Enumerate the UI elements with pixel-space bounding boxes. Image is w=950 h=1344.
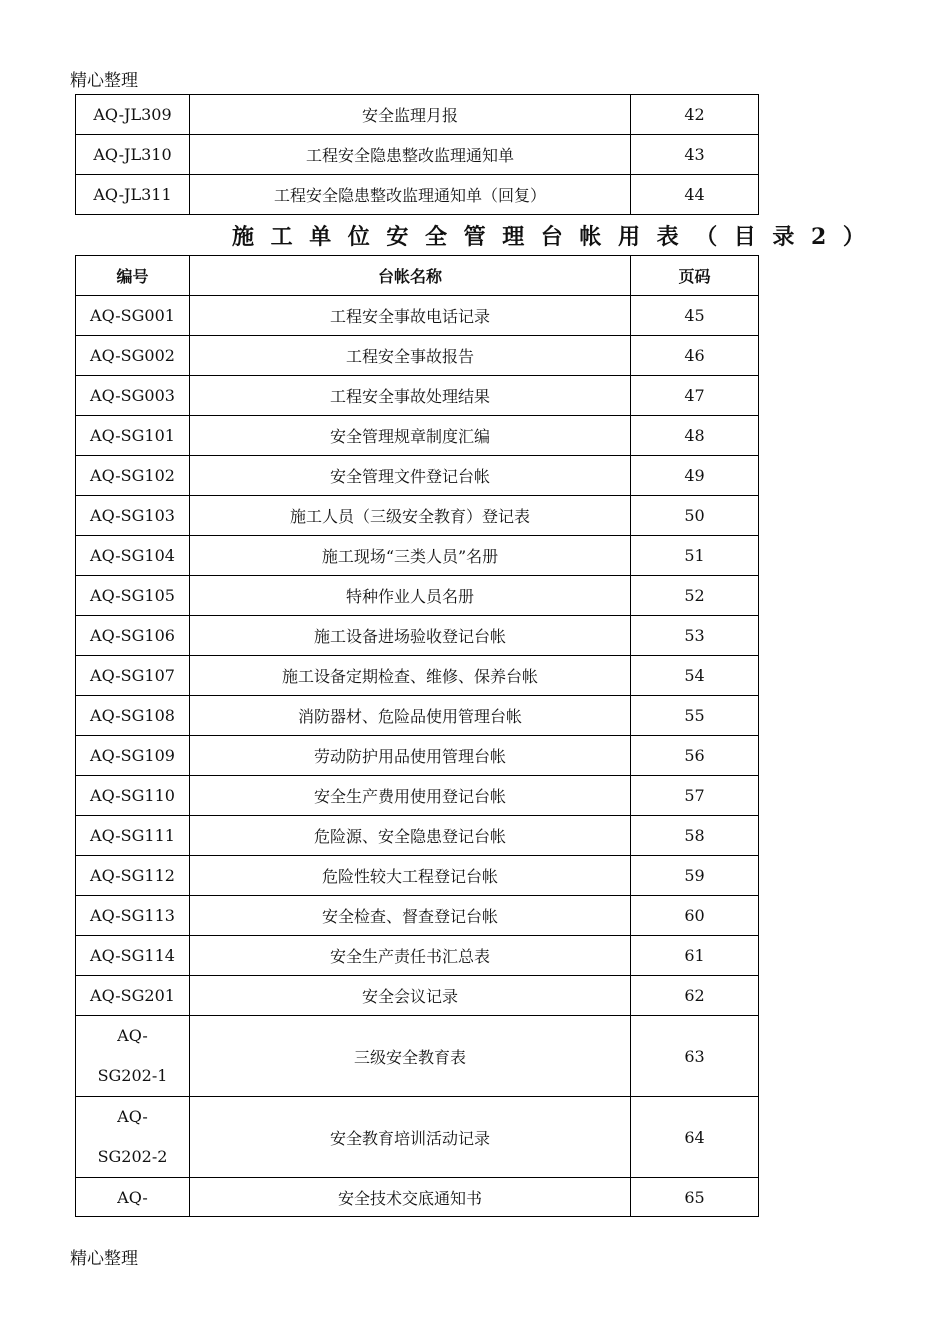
row-name: 工程安全隐患整改监理通知单（回复） [190,175,631,215]
row-name: 工程安全事故电话记录 [190,296,631,336]
row-code: AQ-SG112 [76,856,190,896]
table-row [76,896,759,936]
row-code: AQ-SG103 [76,496,190,536]
row-page: 61 [631,936,759,976]
row-page: 53 [631,616,759,656]
row-name: 危险性较大工程登记台帐 [190,856,631,896]
row-page: 57 [631,776,759,816]
row-name: 特种作业人员名册 [190,576,631,616]
row-name: 施工现场“三类人员”名册 [190,536,631,576]
table-row [76,576,759,616]
table-header-row [76,256,759,296]
row-name: 三级安全教育表 [190,1016,631,1097]
row-code: AQ- [76,1178,190,1217]
table-row [76,1097,759,1178]
row-code-line1: AQ- [117,1026,148,1045]
row-code: AQ-SG113 [76,896,190,936]
table-row [76,976,759,1016]
table-row [76,776,759,816]
top-table [75,94,759,215]
row-code: AQ-SG001 [76,296,190,336]
row-code: AQ-JL309 [76,95,190,135]
table-row [76,175,759,215]
row-name: 安全监理月报 [190,95,631,135]
section-title: 施工单位安全管理台帐用表（目录2） [232,224,882,250]
row-page: 42 [631,95,759,135]
row-code: AQ-JL311 [76,175,190,215]
row-code: AQ-SG104 [76,536,190,576]
row-code: AQ-SG101 [76,416,190,456]
row-page: 45 [631,296,759,336]
row-code [76,1016,190,1097]
row-name: 工程安全事故报告 [190,336,631,376]
table-row [76,696,759,736]
row-page: 43 [631,135,759,175]
column-header-name: 台帐名称 [190,256,631,296]
row-page: 63 [631,1016,759,1097]
row-name: 劳动防护用品使用管理台帐 [190,736,631,776]
ledger-table [75,255,759,1217]
row-code-line2: SG202-2 [97,1147,168,1166]
row-code: AQ-SG105 [76,576,190,616]
row-page: 52 [631,576,759,616]
row-name: 安全管理规章制度汇编 [190,416,631,456]
row-page: 65 [631,1178,759,1217]
row-page: 47 [631,376,759,416]
row-name: 消防器材、危险品使用管理台帐 [190,696,631,736]
row-code-line2: SG202-1 [97,1066,168,1085]
header-note: 精心整理 [70,71,138,91]
table-row [76,616,759,656]
row-name: 安全技术交底通知书 [190,1178,631,1217]
row-name: 施工设备进场验收登记台帐 [190,616,631,656]
row-code: AQ-SG108 [76,696,190,736]
row-page: 54 [631,656,759,696]
row-page: 51 [631,536,759,576]
table-row [76,936,759,976]
row-name: 工程安全隐患整改监理通知单 [190,135,631,175]
row-code-line1: AQ- [117,1107,148,1126]
row-code: AQ-SG107 [76,656,190,696]
row-page: 50 [631,496,759,536]
row-page: 58 [631,816,759,856]
table-row [76,656,759,696]
row-page: 46 [631,336,759,376]
footer-note: 精心整理 [70,1249,138,1269]
row-name: 安全教育培训活动记录 [190,1097,631,1178]
row-name: 施工人员（三级安全教育）登记表 [190,496,631,536]
table-row [76,856,759,896]
table-row [76,296,759,336]
column-header-page: 页码 [631,256,759,296]
column-header-code: 编号 [76,256,190,296]
table-row [76,416,759,456]
row-name: 施工设备定期检查、维修、保养台帐 [190,656,631,696]
row-code [76,1097,190,1178]
table-row [76,1178,759,1217]
row-page: 56 [631,736,759,776]
table-row [76,496,759,536]
row-page: 59 [631,856,759,896]
table-row [76,536,759,576]
row-name: 工程安全事故处理结果 [190,376,631,416]
table-row [76,816,759,856]
table-row [76,736,759,776]
table-row [76,336,759,376]
row-name: 安全生产责任书汇总表 [190,936,631,976]
row-code: AQ-SG102 [76,456,190,496]
row-page: 49 [631,456,759,496]
row-name: 安全管理文件登记台帐 [190,456,631,496]
row-code: AQ-SG106 [76,616,190,656]
table-row [76,376,759,416]
row-code: AQ-SG002 [76,336,190,376]
row-name: 危险源、安全隐患登记台帐 [190,816,631,856]
row-name: 安全会议记录 [190,976,631,1016]
row-page: 64 [631,1097,759,1178]
row-page: 48 [631,416,759,456]
table-row [76,95,759,135]
row-code: AQ-JL310 [76,135,190,175]
table-row [76,1016,759,1097]
row-page: 44 [631,175,759,215]
row-page: 60 [631,896,759,936]
table-row [76,135,759,175]
row-name: 安全检查、督查登记台帐 [190,896,631,936]
row-page: 62 [631,976,759,1016]
row-code: AQ-SG110 [76,776,190,816]
row-code: AQ-SG111 [76,816,190,856]
row-page: 55 [631,696,759,736]
row-code: AQ-SG003 [76,376,190,416]
row-code: AQ-SG114 [76,936,190,976]
row-name: 安全生产费用使用登记台帐 [190,776,631,816]
table-row [76,456,759,496]
row-code: AQ-SG109 [76,736,190,776]
row-code: AQ-SG201 [76,976,190,1016]
